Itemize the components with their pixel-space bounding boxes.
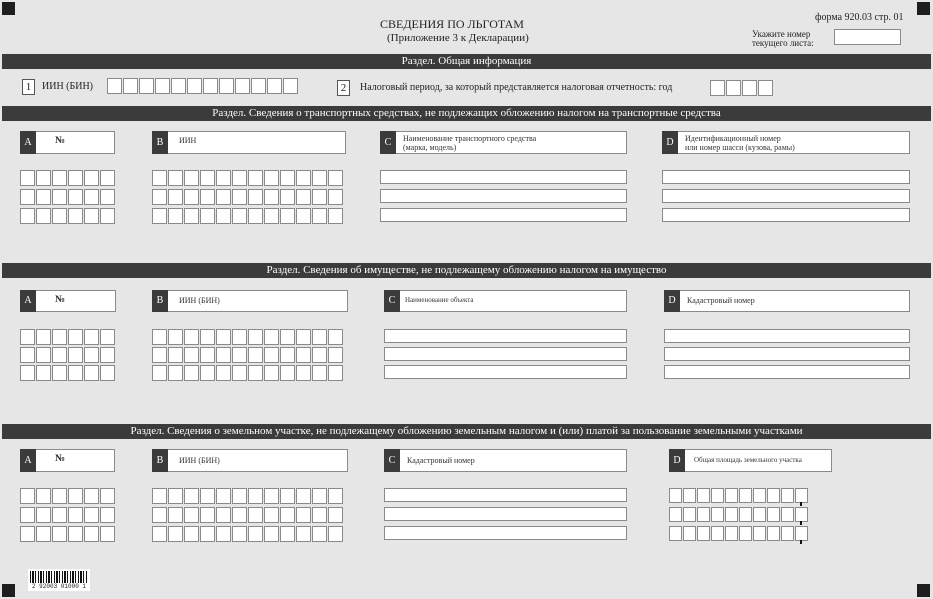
field-number: 1 [22, 79, 35, 95]
transport-row-d-input[interactable] [662, 189, 910, 203]
transport-row-a-input[interactable] [20, 208, 116, 224]
transport-row-c-input[interactable] [380, 189, 627, 203]
land-row-d-input[interactable] [669, 507, 809, 522]
tax-period-label: Налоговый период, за который представляется налоговая отчетность: год [360, 82, 673, 93]
decimal-separator-mark [800, 502, 802, 506]
property-row-a-input[interactable] [20, 347, 116, 363]
land-row-b-input[interactable] [152, 526, 344, 542]
land-row-c-input[interactable] [384, 507, 627, 521]
property-col-c: C Наименование объекта [384, 290, 627, 312]
property-row-b-input[interactable] [152, 365, 344, 381]
property-row-d-input[interactable] [664, 347, 910, 361]
corner-registration-mark [917, 584, 930, 597]
sheet-number-input[interactable] [834, 29, 901, 45]
transport-row-b-input[interactable] [152, 208, 344, 224]
field-number: 2 [337, 80, 350, 96]
corner-registration-mark [917, 2, 930, 15]
form-subtitle: (Приложение 3 к Декларации) [387, 32, 529, 44]
property-row-a-input[interactable] [20, 365, 116, 381]
decimal-separator-mark [800, 540, 802, 544]
land-row-a-input[interactable] [20, 488, 116, 504]
iin-bin-input[interactable] [107, 78, 299, 94]
transport-row-a-input[interactable] [20, 189, 116, 205]
land-row-b-input[interactable] [152, 488, 344, 504]
iin-bin-label: ИИН (БИН) [42, 81, 94, 92]
land-col-b: B ИИН (БИН) [152, 449, 348, 472]
transport-row-c-input[interactable] [380, 208, 627, 222]
property-col-a: A № [20, 290, 116, 312]
sheet-number-label: Укажите номер [752, 29, 811, 39]
corner-registration-mark [2, 584, 15, 597]
land-col-a: A № [20, 449, 115, 472]
land-col-d: D Общая площадь земельного участка [669, 449, 832, 472]
transport-col-b: B ИИН [152, 131, 346, 154]
land-row-c-input[interactable] [384, 526, 627, 540]
transport-row-b-input[interactable] [152, 170, 344, 186]
property-col-d: D Кадастровый номер [664, 290, 910, 312]
property-row-b-input[interactable] [152, 347, 344, 363]
property-row-c-input[interactable] [384, 365, 627, 379]
land-row-b-input[interactable] [152, 507, 344, 523]
transport-row-d-input[interactable] [662, 170, 910, 184]
transport-row-c-input[interactable] [380, 170, 627, 184]
barcode-number: 2 92003 01000 1 [31, 583, 86, 590]
transport-row-a-input[interactable] [20, 170, 116, 186]
decimal-separator-mark [800, 521, 802, 525]
barcode-bars [30, 571, 88, 583]
property-row-a-input[interactable] [20, 329, 116, 345]
form-barcode [28, 569, 90, 591]
section-property-header: Раздел. Сведения об имуществе, не подлежащему обложению налогом на имущество [2, 263, 931, 278]
land-row-a-input[interactable] [20, 507, 116, 523]
sheet-number-label: текущего листа: [752, 38, 814, 48]
property-row-d-input[interactable] [664, 329, 910, 343]
land-col-c: C Кадастровый номер [384, 449, 627, 472]
section-land-header: Раздел. Сведения о земельном участке, не подлежащему обложению земельным налогом и (или) платой за пользование земельными участками [2, 424, 931, 439]
tax-year-input[interactable] [710, 80, 774, 96]
transport-col-d: D Идентификационный номер или номер шасси (кузова, рамы) [662, 131, 910, 154]
property-row-d-input[interactable] [664, 365, 910, 379]
transport-col-c: C Наименование транспортного средства (марка, модель) [380, 131, 627, 154]
land-row-d-input[interactable] [669, 526, 809, 541]
corner-registration-mark [2, 2, 15, 15]
land-row-a-input[interactable] [20, 526, 116, 542]
land-row-c-input[interactable] [384, 488, 627, 502]
section-transport-header: Раздел. Сведения о транспортных средствах, не подлежащих обложению налогом на транспортные средства [2, 106, 931, 121]
transport-row-b-input[interactable] [152, 189, 344, 205]
property-col-b: B ИИН (БИН) [152, 290, 348, 312]
form-title: СВЕДЕНИЯ ПО ЛЬГОТАМ [380, 17, 524, 31]
form-number: форма 920.03 стр. 01 [815, 12, 904, 23]
property-row-b-input[interactable] [152, 329, 344, 345]
land-row-d-input[interactable] [669, 488, 809, 503]
section-general-header: Раздел. Общая информация [2, 54, 931, 69]
transport-col-a: A № [20, 131, 115, 154]
property-row-c-input[interactable] [384, 347, 627, 361]
transport-row-d-input[interactable] [662, 208, 910, 222]
property-row-c-input[interactable] [384, 329, 627, 343]
